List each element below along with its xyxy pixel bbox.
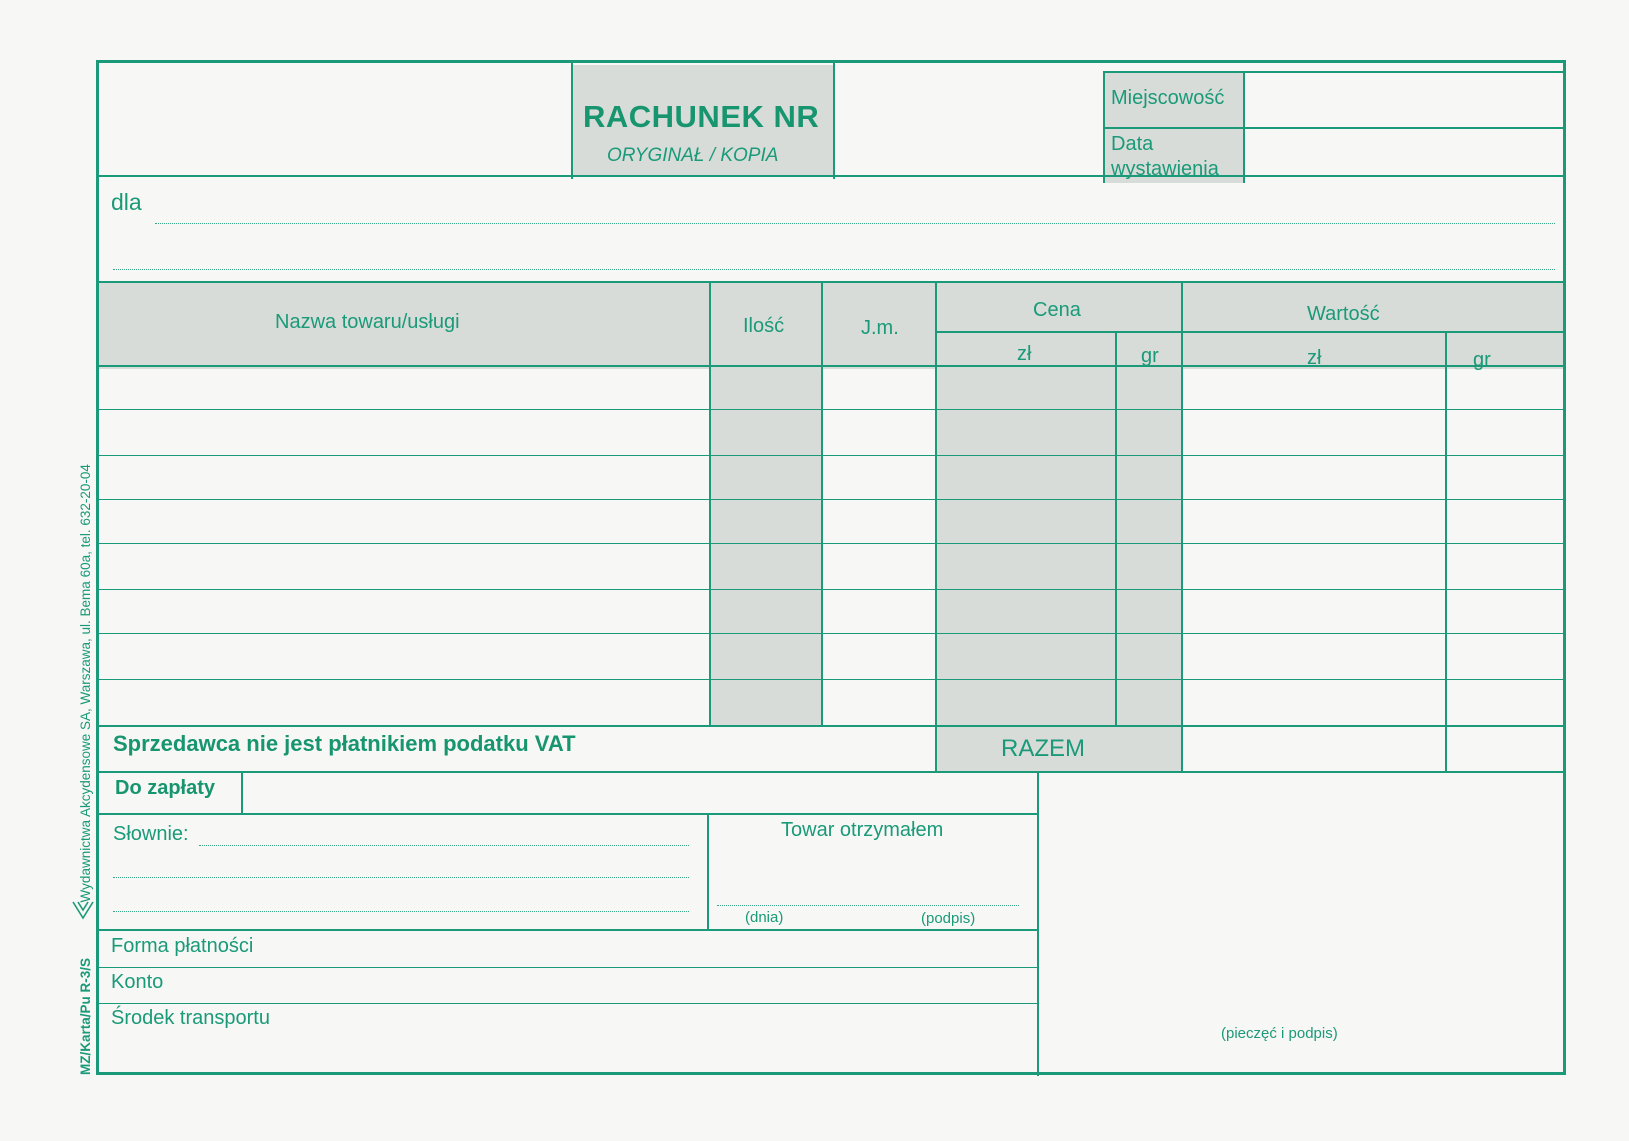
stamp-signature-label: (pieczęć i podpis) bbox=[1221, 1025, 1338, 1042]
col-unit-header: J.m. bbox=[861, 317, 899, 339]
received-signature-label: (podpis) bbox=[921, 910, 976, 927]
col-name-header: Nazwa towaru/usługi bbox=[275, 311, 460, 333]
publisher-logo-icon bbox=[70, 898, 96, 922]
publisher-text: Wydawnictwa Akcydensowe SA, Warszawa, ul. Bema 60a, tel. 632-20-04 bbox=[78, 464, 93, 903]
invoice-title: RACHUNEK NR bbox=[583, 99, 820, 134]
col-value-header: Wartość bbox=[1307, 303, 1380, 325]
received-date-label: (dnia) bbox=[745, 909, 784, 926]
total-label: RAZEM bbox=[1001, 735, 1085, 762]
price-column-shade bbox=[935, 369, 1181, 725]
account-label: Konto bbox=[111, 971, 164, 993]
value-zl-header: zł bbox=[1307, 347, 1322, 369]
publisher-imprint bbox=[78, 464, 93, 1075]
recipient-label: dla bbox=[111, 189, 142, 215]
price-gr-header: gr bbox=[1141, 345, 1159, 367]
transport-label: Środek transportu bbox=[111, 1007, 270, 1029]
vat-exemption-note: Sprzedawca nie jest płatnikiem podatku VAT bbox=[113, 731, 576, 756]
col-price-header: Cena bbox=[1033, 299, 1081, 321]
value-gr-header: gr bbox=[1473, 349, 1491, 371]
invoice-form bbox=[96, 60, 1566, 1075]
amount-due-label: Do zapłaty bbox=[115, 777, 216, 799]
qty-column-shade bbox=[709, 369, 821, 725]
goods-received-label: Towar otrzymałem bbox=[781, 819, 944, 841]
price-zl-header: zł bbox=[1017, 343, 1032, 365]
issue-date-label-line2: wystawienia bbox=[1111, 158, 1219, 180]
payment-method-label: Forma płatności bbox=[111, 935, 254, 957]
original-copy-label: ORYGINAŁ / KOPIA bbox=[607, 145, 779, 166]
place-label: Miejscowość bbox=[1111, 87, 1225, 109]
amount-in-words-label: Słownie: bbox=[113, 823, 189, 845]
issue-date-label-line1: Data bbox=[1111, 133, 1154, 155]
form-code: MZ/Karta/Pu R-3/S bbox=[78, 957, 93, 1075]
col-qty-header: Ilość bbox=[743, 315, 785, 337]
